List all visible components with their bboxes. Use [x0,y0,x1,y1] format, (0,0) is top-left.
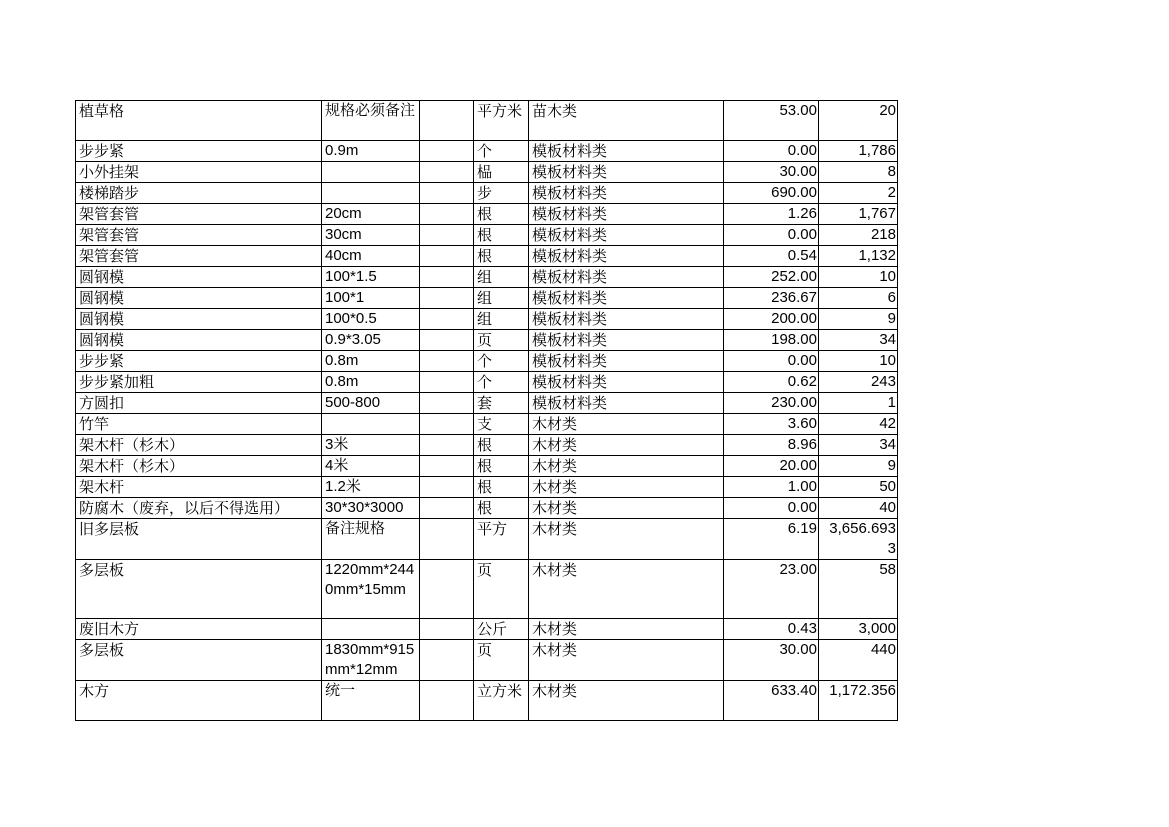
cell-quantity[interactable]: 34 [819,330,898,351]
table-row [76,619,898,640]
cell-quantity[interactable]: 3,000 [819,619,898,640]
cell-category[interactable]: 模板材料类 [529,204,724,225]
table-row [76,225,898,246]
cell-spec[interactable]: 规格必须备注 [322,101,420,141]
cell-price[interactable]: 252.00 [724,267,819,288]
table-row [76,267,898,288]
cell-quantity[interactable]: 6 [819,288,898,309]
table-row [76,640,898,681]
cell-category[interactable]: 模板材料类 [529,225,724,246]
cell-category[interactable]: 木材类 [529,498,724,519]
cell-quantity[interactable]: 8 [819,162,898,183]
cell-note[interactable] [420,435,474,456]
cell-name[interactable]: 架管套管 [76,204,322,225]
cell-category[interactable]: 模板材料类 [529,267,724,288]
table-body [76,101,898,721]
cell-category[interactable]: 模板材料类 [529,351,724,372]
cell-price[interactable]: 236.67 [724,288,819,309]
cell-price[interactable]: 23.00 [724,560,819,619]
cell-spec[interactable]: 3米 [322,435,420,456]
cell-spec[interactable]: 备注规格 [322,519,420,560]
cell-unit[interactable]: 平方米 [474,101,529,141]
cell-name[interactable]: 架管套管 [76,225,322,246]
cell-category[interactable]: 木材类 [529,519,724,560]
cell-quantity[interactable]: 1,172.356 [819,681,898,721]
cell-name[interactable]: 圆钢模 [76,267,322,288]
cell-note[interactable] [420,183,474,204]
cell-unit[interactable]: 根 [474,498,529,519]
cell-unit[interactable]: 组 [474,267,529,288]
cell-category[interactable]: 木材类 [529,560,724,619]
cell-note[interactable] [420,560,474,619]
cell-spec[interactable]: 1.2米 [322,477,420,498]
cell-category[interactable]: 模板材料类 [529,162,724,183]
cell-name[interactable]: 植草格 [76,101,322,141]
cell-unit[interactable]: 组 [474,309,529,330]
cell-unit[interactable]: 根 [474,204,529,225]
cell-spec[interactable]: 100*0.5 [322,309,420,330]
cell-name[interactable]: 防腐木（废弃，以后不得选用） [76,498,322,519]
cell-note[interactable] [420,267,474,288]
cell-price[interactable]: 0.54 [724,246,819,267]
table-row [76,456,898,477]
cell-unit[interactable]: 根 [474,225,529,246]
cell-name[interactable]: 架木杆 [76,477,322,498]
cell-spec[interactable]: 30cm [322,225,420,246]
cell-spec[interactable]: 0.8m [322,351,420,372]
cell-unit[interactable]: 个 [474,372,529,393]
cell-price[interactable]: 0.62 [724,372,819,393]
cell-price[interactable]: 198.00 [724,330,819,351]
cell-unit[interactable]: 页 [474,640,529,681]
cell-quantity[interactable]: 243 [819,372,898,393]
cell-quantity[interactable]: 1 [819,393,898,414]
cell-name[interactable]: 步步紧加粗 [76,372,322,393]
cell-price[interactable]: 0.00 [724,141,819,162]
cell-category[interactable]: 模板材料类 [529,330,724,351]
table-row [76,309,898,330]
table-row [76,330,898,351]
cell-name[interactable]: 多层板 [76,640,322,681]
cell-spec[interactable]: 统一 [322,681,420,721]
cell-quantity[interactable]: 20 [819,101,898,141]
cell-category[interactable]: 模板材料类 [529,372,724,393]
cell-note[interactable] [420,101,474,141]
cell-note[interactable] [420,288,474,309]
cell-price[interactable]: 6.19 [724,519,819,560]
cell-quantity[interactable]: 9 [819,456,898,477]
cell-category[interactable]: 模板材料类 [529,309,724,330]
cell-spec[interactable]: 30*30*3000 [322,498,420,519]
cell-note[interactable] [420,330,474,351]
cell-quantity[interactable]: 40 [819,498,898,519]
cell-unit[interactable]: 根 [474,456,529,477]
cell-name[interactable]: 竹竿 [76,414,322,435]
cell-quantity[interactable]: 218 [819,225,898,246]
cell-note[interactable] [420,204,474,225]
cell-name[interactable]: 废旧木方 [76,619,322,640]
cell-note[interactable] [420,619,474,640]
cell-spec[interactable]: 20cm [322,204,420,225]
cell-note[interactable] [420,141,474,162]
cell-spec[interactable]: 0.8m [322,372,420,393]
cell-name[interactable]: 架木杆（杉木） [76,456,322,477]
material-table [75,100,898,721]
cell-price[interactable]: 633.40 [724,681,819,721]
cell-category[interactable]: 木材类 [529,640,724,681]
cell-spec[interactable]: 100*1.5 [322,267,420,288]
table-row [76,204,898,225]
cell-name[interactable]: 楼梯踏步 [76,183,322,204]
cell-category[interactable]: 木材类 [529,477,724,498]
cell-note[interactable] [420,246,474,267]
table-row [76,246,898,267]
table-row [76,372,898,393]
cell-spec[interactable]: 0.9m [322,141,420,162]
cell-price[interactable]: 230.00 [724,393,819,414]
cell-name[interactable]: 旧多层板 [76,519,322,560]
cell-price[interactable]: 1.26 [724,204,819,225]
cell-quantity[interactable]: 10 [819,351,898,372]
cell-quantity[interactable]: 34 [819,435,898,456]
table-row [76,162,898,183]
cell-price[interactable]: 200.00 [724,309,819,330]
cell-note[interactable] [420,519,474,560]
cell-quantity[interactable]: 10 [819,267,898,288]
cell-price[interactable]: 1.00 [724,477,819,498]
cell-name[interactable]: 圆钢模 [76,330,322,351]
table-row [76,414,898,435]
cell-unit[interactable]: 根 [474,246,529,267]
table-row [76,393,898,414]
cell-spec[interactable] [322,414,420,435]
cell-price[interactable]: 30.00 [724,162,819,183]
cell-unit[interactable]: 个 [474,141,529,162]
cell-spec[interactable]: 1220mm*2440mm*15mm [322,560,420,619]
cell-category[interactable]: 模板材料类 [529,246,724,267]
table-row [76,101,898,141]
cell-quantity[interactable]: 42 [819,414,898,435]
cell-note[interactable] [420,414,474,435]
cell-category[interactable]: 木材类 [529,414,724,435]
cell-name[interactable]: 圆钢模 [76,288,322,309]
cell-quantity[interactable]: 1,767 [819,204,898,225]
cell-quantity[interactable]: 3,656.6933 [819,519,898,560]
cell-price[interactable]: 0.00 [724,498,819,519]
cell-price[interactable]: 0.43 [724,619,819,640]
cell-price[interactable]: 8.96 [724,435,819,456]
table-row [76,141,898,162]
cell-price[interactable]: 0.00 [724,351,819,372]
table-row [76,498,898,519]
cell-spec[interactable] [322,162,420,183]
cell-quantity[interactable]: 1,786 [819,141,898,162]
cell-name[interactable]: 架木杆（杉木） [76,435,322,456]
cell-name[interactable]: 圆钢模 [76,309,322,330]
table-row [76,560,898,619]
cell-quantity[interactable]: 9 [819,309,898,330]
cell-spec[interactable]: 1830mm*915mm*12mm [322,640,420,681]
cell-quantity[interactable]: 58 [819,560,898,619]
cell-category[interactable]: 木材类 [529,435,724,456]
cell-spec[interactable] [322,619,420,640]
cell-spec[interactable]: 0.9*3.05 [322,330,420,351]
cell-unit[interactable]: 页 [474,560,529,619]
cell-category[interactable]: 模板材料类 [529,393,724,414]
cell-note[interactable] [420,498,474,519]
cell-category[interactable]: 苗木类 [529,101,724,141]
cell-name[interactable]: 多层板 [76,560,322,619]
cell-note[interactable] [420,640,474,681]
cell-unit[interactable]: 支 [474,414,529,435]
cell-quantity[interactable]: 1,132 [819,246,898,267]
cell-unit[interactable]: 立方米 [474,681,529,721]
cell-category[interactable]: 模板材料类 [529,183,724,204]
cell-category[interactable]: 木材类 [529,456,724,477]
cell-quantity[interactable]: 440 [819,640,898,681]
cell-category[interactable]: 模板材料类 [529,141,724,162]
cell-note[interactable] [420,225,474,246]
cell-unit[interactable]: 平方 [474,519,529,560]
cell-name[interactable]: 小外挂架 [76,162,322,183]
cell-name[interactable]: 架管套管 [76,246,322,267]
cell-category[interactable]: 模板材料类 [529,288,724,309]
cell-unit[interactable]: 页 [474,330,529,351]
cell-spec[interactable]: 4米 [322,456,420,477]
cell-note[interactable] [420,162,474,183]
cell-price[interactable]: 3.60 [724,414,819,435]
cell-spec[interactable]: 500-800 [322,393,420,414]
cell-spec[interactable] [322,183,420,204]
cell-note[interactable] [420,309,474,330]
cell-note[interactable] [420,351,474,372]
cell-price[interactable]: 20.00 [724,456,819,477]
cell-unit[interactable]: 步 [474,183,529,204]
cell-note[interactable] [420,393,474,414]
cell-spec[interactable]: 40cm [322,246,420,267]
cell-price[interactable]: 30.00 [724,640,819,681]
cell-name[interactable]: 方圆扣 [76,393,322,414]
cell-unit[interactable]: 榀 [474,162,529,183]
cell-quantity[interactable]: 50 [819,477,898,498]
cell-unit[interactable]: 组 [474,288,529,309]
table-row [76,183,898,204]
table-row [76,477,898,498]
cell-price[interactable]: 0.00 [724,225,819,246]
cell-note[interactable] [420,681,474,721]
cell-spec[interactable]: 100*1 [322,288,420,309]
cell-category[interactable]: 木材类 [529,681,724,721]
cell-unit[interactable]: 套 [474,393,529,414]
table-row [76,681,898,721]
cell-price[interactable]: 53.00 [724,101,819,141]
table-row [76,435,898,456]
cell-quantity[interactable]: 2 [819,183,898,204]
cell-name[interactable]: 步步紧 [76,351,322,372]
cell-unit[interactable]: 公斤 [474,619,529,640]
cell-price[interactable]: 690.00 [724,183,819,204]
cell-unit[interactable]: 个 [474,351,529,372]
table-row [76,288,898,309]
cell-note[interactable] [420,477,474,498]
cell-unit[interactable]: 根 [474,435,529,456]
table-row [76,519,898,560]
table-row [76,351,898,372]
cell-name[interactable]: 步步紧 [76,141,322,162]
cell-note[interactable] [420,372,474,393]
cell-note[interactable] [420,456,474,477]
cell-category[interactable]: 木材类 [529,619,724,640]
cell-name[interactable]: 木方 [76,681,322,721]
cell-unit[interactable]: 根 [474,477,529,498]
